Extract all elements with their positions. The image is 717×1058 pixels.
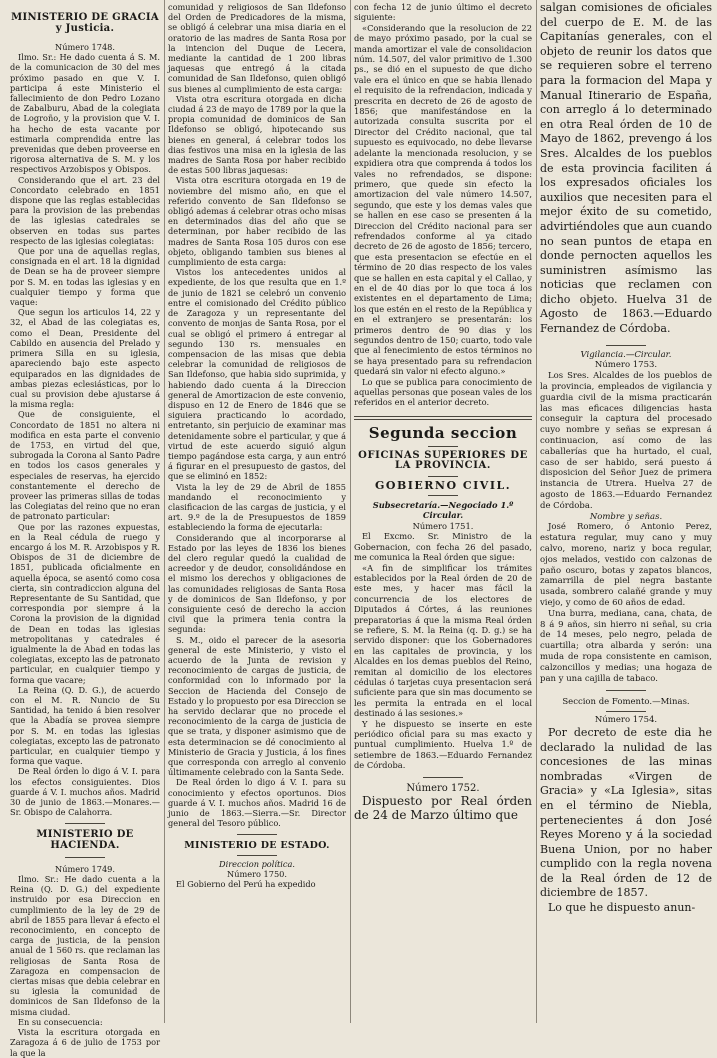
paragraph: Los Sres. Alcaldes de los pueblos de la provincia, empleados de vigilancia y guardia civil de la misma practicarán las mas eficaces diligencias hasta conseguir la captura del procesado cuyo nombre y señas se expresan á continuacion, así como de las caballerías que ha hurtado, el cual, caso de ser habido, será puesto á disposicion del Señor Juez de primera instancia de Utrera. Huelva 27 de agosto de 1863.—Eduardo Fernandez de Córdoba.	[540, 371, 712, 511]
paragraph: Que de consiguiente, el Concordato de 1851 no altera ni modifica en esta parte el convenio de 1753, en virtud del que, subrogada la Corona al Santo Padre en todos los casos generales y especiales de reservas, ha ejercido constantemente el derecho de proveer las primeras sillas de todas las Colegiatas del reino que no eran de patronato particular:	[10, 409, 161, 522]
paragraph: Vista otra escritura otorgada en 19 de noviembre del mismo año, en que el referido convento de San Ildefonso se obligó ademas á celebrar otras ocho misas en determinados dias del año que se determinan, por haber recibido de las madres de Santa Rosa 105 duros con ese objeto, obligando tambien sus bienes al cumplimiento de esta carga:	[168, 175, 346, 268]
notice-number: Número 1748.	[55, 42, 115, 52]
paragraph: Por decreto de este dia he declarado la nulidad de las concesiones de las minas nombradas «Virgen de Gracia» y «La Iglesia», sitas en el término de Niebla, pertenecientes á don José Reyes Moreno y á la sociedad Buena Union, por no haber cumplido con la regla novena de la Real órden de 12 de diciembre de 1857.	[540, 725, 712, 900]
notice-number: Número 1752.	[406, 782, 480, 794]
divider	[65, 857, 105, 858]
divider	[428, 476, 458, 477]
divider	[606, 345, 646, 346]
paragraph: Vistos los antecedentes unidos al expediente, de los que resulta que en 1.º de junio de 1821 se celebró un convenio entre el comisionado del Crédito público de Zaragoza y un representante del convento de monjas de Santa Rosa, por el cual se obligó el primero á entregar al segundo 130 rs. mensuales en compensacion de las misas que debia celebrar la comunidad de religiosos de San Ildefonso, que habia sido suprimida, y habiendo dado cuenta á la Direccion general de Amortizacion de este convenio, dispuso en 12 de Enero de 1846 que se siguiera practicando lo acordado, entretanto, sin perjuicio de examinar mas detenidamente sobre el particular, y que á virtud de este acuerdo siguió algun tiempo pagándose esta carga, y aun entró á figurar en el presupuesto de gastos, del que se eliminó en 1852:	[168, 267, 346, 482]
divider	[237, 855, 277, 856]
offices-heading: OFICINAS SUPERIORES DE LA PROVINCIA.	[358, 449, 528, 472]
paragraph: «Considerando que la resolucion de 22 de mayo próximo pasado, por la cual se manda amortizar el vale de consolidacion núm. 14.507, del valor primitivo de 1.300 ps., se dió en el supuesto de que dicho vale era el único en que se habia llenado el requisito de la refrendacion, indicada y prescrita en decreto de 26 de agosto de 1856; que manifestándose en la autorizada consulta suscrita por el Director del Crédito nacional, que tal supuesto es equivocado, no debe llevarse adelante la mencionada resolucion, y se expidiera otra que comprenda á todos los vales no refrendados, se dispone: primero, que quede sin efecto la amortizacion del vale número 14.507, segundo, que este y los demas vales que se hallen en ese caso se presenten á la Direccion del Crédito nacional para ser refrendados conforme al ya citado decreto de 26 de agosto de 1856; tercero, que esta presentacion se efectúe en el término de 20 dias respecto de los vales que se hallen en esta capital y el Callao, y en el de 40 dias por lo que toca á los existentes en el departamento de Lima; los que estén en el resto de la República y en el extranjero se presentarán: los primeros dentro de 90 dias y los segundos dentro de 150; cuarto, todo vale que al fenecimiento de estos términos no se haya presentado para su refrendacion quedará sin valor ni efecto alguno.»	[354, 22, 532, 377]
section-subheading: Seccion de Fomento.—Minas.	[562, 697, 690, 708]
ministry-heading-hacienda: MINISTERIO DE HACIENDA.	[36, 829, 134, 851]
column-rule	[536, 0, 537, 1023]
column-2	[168, 0, 346, 1023]
paragraph: salgan comisiones de oficiales del cuerpo de E. M. de las Capitanías generales, con el objeto de reunir los datos que se requieren sobre el terreno para la formacion del Mapa y Manual Itinerario de España, con arreglo á lo determinado en otra Real órden de 10 de Mayo de 1862, prevengo á los Sres. Alcaldes de los pueblos de esta provincia faciliten á los expresados oficiales los auxilios que necesiten para el mejor éxito de su cometido, advirtiéndoles que aun cuando no sean puntos de etapa en donde pernocten aquellos les suministren asímismo las noticias que reclamen con dicho objeto. Huelva 31 de Agosto de 1863.—Eduardo Fernandez de Córdoba.	[540, 1, 712, 336]
notice-number: Número 1750.	[227, 868, 287, 879]
paragraph: El Gobierno del Perú ha expedido	[176, 879, 316, 890]
paragraph: Lo que se publica para conocimiento de aquellas personas que posean vales de los referidos en el anterior decreto.	[354, 376, 532, 408]
notice-number: Número 1749.	[55, 863, 115, 874]
paragraph: Una burra, mediana, cana, chata, de 8 á 9 años, sin hierro ni señal, su cria de 14 meses, pelo negro, pelada de cuartilla; otra albarda y serón: una muda de ropa consistente en camison, calzoncillos y medias; una hogaza de pan y una cajilla de tabaco.	[540, 608, 712, 684]
divider	[65, 823, 105, 824]
divider	[428, 495, 458, 496]
double-rule	[354, 416, 532, 420]
section-subheading: Nombre y señas.	[589, 511, 663, 522]
paragraph: José Romero, ó Antonio Perez, estatura regular, muy cano y muy calvo, moreno, nariz y boca regular, ojos melados, vestido con calzonas de paño oscuro, botas y zapatos blancos, zamarrilla de piel negra bastante usada, sombrero calañé grande y muy viejo, y como de 60 años de edad.	[540, 522, 712, 608]
paragraph: El Excmo. Sr. Ministro de la Gobernacion, con fecha 26 del pasado, me comunica la Real órden que sigue:	[354, 531, 532, 563]
paragraph: con fecha 12 de junio último el decreto siguiente:	[354, 2, 532, 23]
gobierno-civil-heading: GOBIERNO CIVIL.	[374, 478, 512, 492]
divider	[428, 446, 458, 447]
paragraph: Que por una de aquellas reglas, consignada en el art. 18 la dignidad de Dean se ha de proveer siempre por S. M. en todas las iglesias y en cualquier tiempo y forma que vaque:	[10, 246, 160, 308]
paragraph: Considerando que al incorporarse al Estado por las leyes de 1836 los bienes del clero regular quedó la cualidad de acreedor y de deudor, consolidándose en el mismo los derechos y obligaciones de las comunidades religiosas de Santa Rosa y de dominicos de San Ildefonso, y por consiguiente cesó de derecho la accion civil que la primera tenia contra la segunda:	[168, 532, 346, 635]
paragraph: La Reina (Q. D. G.), de acuerdo con el M. R. Nuncio de Su Santidad, ha tenido á bien resolver que la Abadía se provea siempre por S. M. en todas las iglesias colegiatas, excepto las de patronato particular, en cualquier tiempo y forma que vaque.	[10, 684, 160, 767]
paragraph: Dispuesto por Real órden de 24 de Marzo último que	[354, 794, 532, 823]
divider	[606, 711, 646, 712]
paragraph: De Real órden lo digo á V. I. para su conocimiento y efectos oportunos. Dios guarde á V. I. muchos años. Madrid 16 de junio de 1863.—Sierra.—Sr. Director general del Tesoro público.	[168, 777, 346, 829]
paragraph: Lo que he dispuesto anun-	[548, 901, 696, 915]
paragraph: comunidad y religiosos de San Ildefonso del Orden de Predicadores de la misma, se obligó á celebrar una misa diaria en el oratorio de las madres de Santa Rosa por la intencion del Duque de Lecera, mediante la cantidad de 1 200 libras jaquesas que entregó á la citada comunidad de San Ildefonso, quien obligó sus bienes al cumplimiento de esta carga:	[168, 2, 346, 94]
column-rule	[164, 0, 165, 1023]
paragraph: S. M., oido el parecer de la asesoria general de este Ministerio, y visto el acuerdo de la Junta de revision y reconocimiento de cargas de justicia, de conformidad con lo informado por la Seccion de Hacienda del Consejo de Estado y lo propuesto por esa Direccion se ha servido declarar que no procede el reconocimiento de la carga de justicia de que se trata, y disponer asimismo que de esta determinacion se dé conocimiento al Ministerio de Gracia y Justicia, á los fines que corresponda con arreglo al convenio últimamente celebrado con la Santa Sede.	[168, 634, 346, 778]
column-1	[10, 0, 161, 1058]
paragraph: En su consecuencia:	[18, 1016, 103, 1027]
ministry-heading-estado: MINISTERIO DE ESTADO.	[184, 840, 330, 852]
section-heading: Segunda seccion	[368, 423, 518, 442]
paragraph: Vista la ley de 29 de Abril de 1855 mandando el reconocimiento y clasificacion de las cargas de justicia, y el art. 9.º de la de Presupuestos de 1859 estableciendo la forma de ejecutarla:	[168, 481, 346, 533]
notice-number: Número 1754.	[594, 715, 658, 726]
section-subheading: Subsecretaría.—Negociado 1.º Circular.	[372, 500, 514, 521]
column-rule	[350, 0, 351, 1023]
paragraph: Que por las razones expuestas, en la Real cédula de ruego y encargo á los M. R. Arzobispos y R. Obispos de 31 de diciembre de 1851, publicada oficialmente en aquella época, se asentó como cosa cierta, sin contradiccion alguna del Representante de Su Santidad, que correspondia por siempre á la Corona la provision de la dignidad de Dean en todas las iglesias metropolitanas y catedrales é igualmente la de Abad en todas las colegiatas, excepto las de patronato particular, en cualquier tiempo y forma que vacare;	[10, 521, 160, 685]
divider	[606, 690, 646, 691]
paragraph: Ilmo. Sr.: He dado cuenta á S. M. de la comunicacion de 30 del mes próximo pasado en que V. I. participa á este Ministerio el fallecimiento de don Pedro Lozano de Zabalburu, Abad de la colegiata de Logroño, y la provision que V. I. ha hecho de esta vacante por estimarla comprendida entre las prevenidas que deben proveerse en rigorosa alternativa de S. M. y los respectivos Arzobispos y Obispos.	[10, 52, 160, 175]
section-subheading: Direccion política.	[219, 858, 295, 869]
section-subheading: Vigilancia.—Circular.	[580, 349, 672, 360]
paragraph: De Real órden lo digo á V. I. para los efectos consiguientes. Dios guarde á V. I. muchos años. Madrid 30 de junio de 1863.—Monares.—Sr. Obispo de Calahorra.	[10, 766, 160, 818]
column-4	[540, 0, 712, 1023]
paragraph: Que segun los articulos 14, 22 y 32, el Abad de las colegiatas es, como el Dean, Presidente del Cabildo en ausencia del Prelado y primera Silla en su iglesia, apareciendo bajo este aspecto equiparados en las dignidades de ambas piezas eclesiásticas, por lo cual su provision debe ajustarse á la misma regla:	[10, 307, 160, 410]
paragraph: Ilmo. Sr.: He dado cuenta a la Reina (Q. D. G.) del expediente instruido por esa Direccion en cumplimiento de la ley de 29 de abril de 1855 para llevar á efecto el reconocimiento, en concepto de carga de justicia, de la pension anual de 1 560 rs. que reclaman las religiosas de Santa Rosa de Zaragoza en compensacion de ciertas misas que debia celebrar en su iglesia la comunidad de dominicos de San Ildefonso de la misma ciudad.	[10, 874, 160, 1017]
notice-number: Número 1753.	[594, 360, 658, 371]
paragraph: Y he dispuesto se inserte en este periódico oficial para su mas exacto y puntual cumplimiento. Huelva 1.º de setiembre de 1863.—Eduardo Fernandez de Córdoba.	[354, 718, 532, 771]
paragraph: Considerando que el art. 23 del Concordato celebrado en 1851 dispone que las reglas establecidas para la provision de las prebendas de las iglesias catedrales se observen en todas sus partes respecto de las iglesias colegiatas:	[10, 174, 160, 246]
paragraph: Vista la escritura otorgada en Zaragoza á 6 de julio de 1753 por la que la	[10, 1027, 160, 1058]
paragraph: «A fin de simplificar los trámites establecidos por la Real órden de 20 de este mes, y hacer mas fácil la concurrencia de los electores de Diputados á Córtes, á las reuniones preparatorias á que la misma Real órden se refiere, S. M. la Reina (q. D. g.) se ha servido disponer: que los Gobernadores en las capitales de provincia, y los Alcaldes en los demas pueblos del Reino, remitan al domicilio de los electores cédulas ó tarjetas cuya presentacion será suficiente para que sin mas documento se les permita la entrada en el local destinado á las sesiones.»	[354, 562, 532, 719]
ministry-heading-gracia: MINISTERIO DE GRACIA y Justicia.	[11, 12, 159, 34]
notice-number: Número 1751.	[412, 520, 474, 531]
divider	[237, 834, 277, 835]
divider	[423, 777, 463, 778]
column-3	[354, 0, 532, 1023]
paragraph: Vista otra escritura otorgada en dicha ciudad á 23 de mayo de 1789 por la que la propia comunidad de dominicos de San Ildefonso se obligó, hipotecando sus bienes en general, á celebrar todos los dias festivos una misa en la iglesia de las madres de Santa Rosa por haber recibido de estas 500 libras jaquesas:	[168, 93, 346, 176]
